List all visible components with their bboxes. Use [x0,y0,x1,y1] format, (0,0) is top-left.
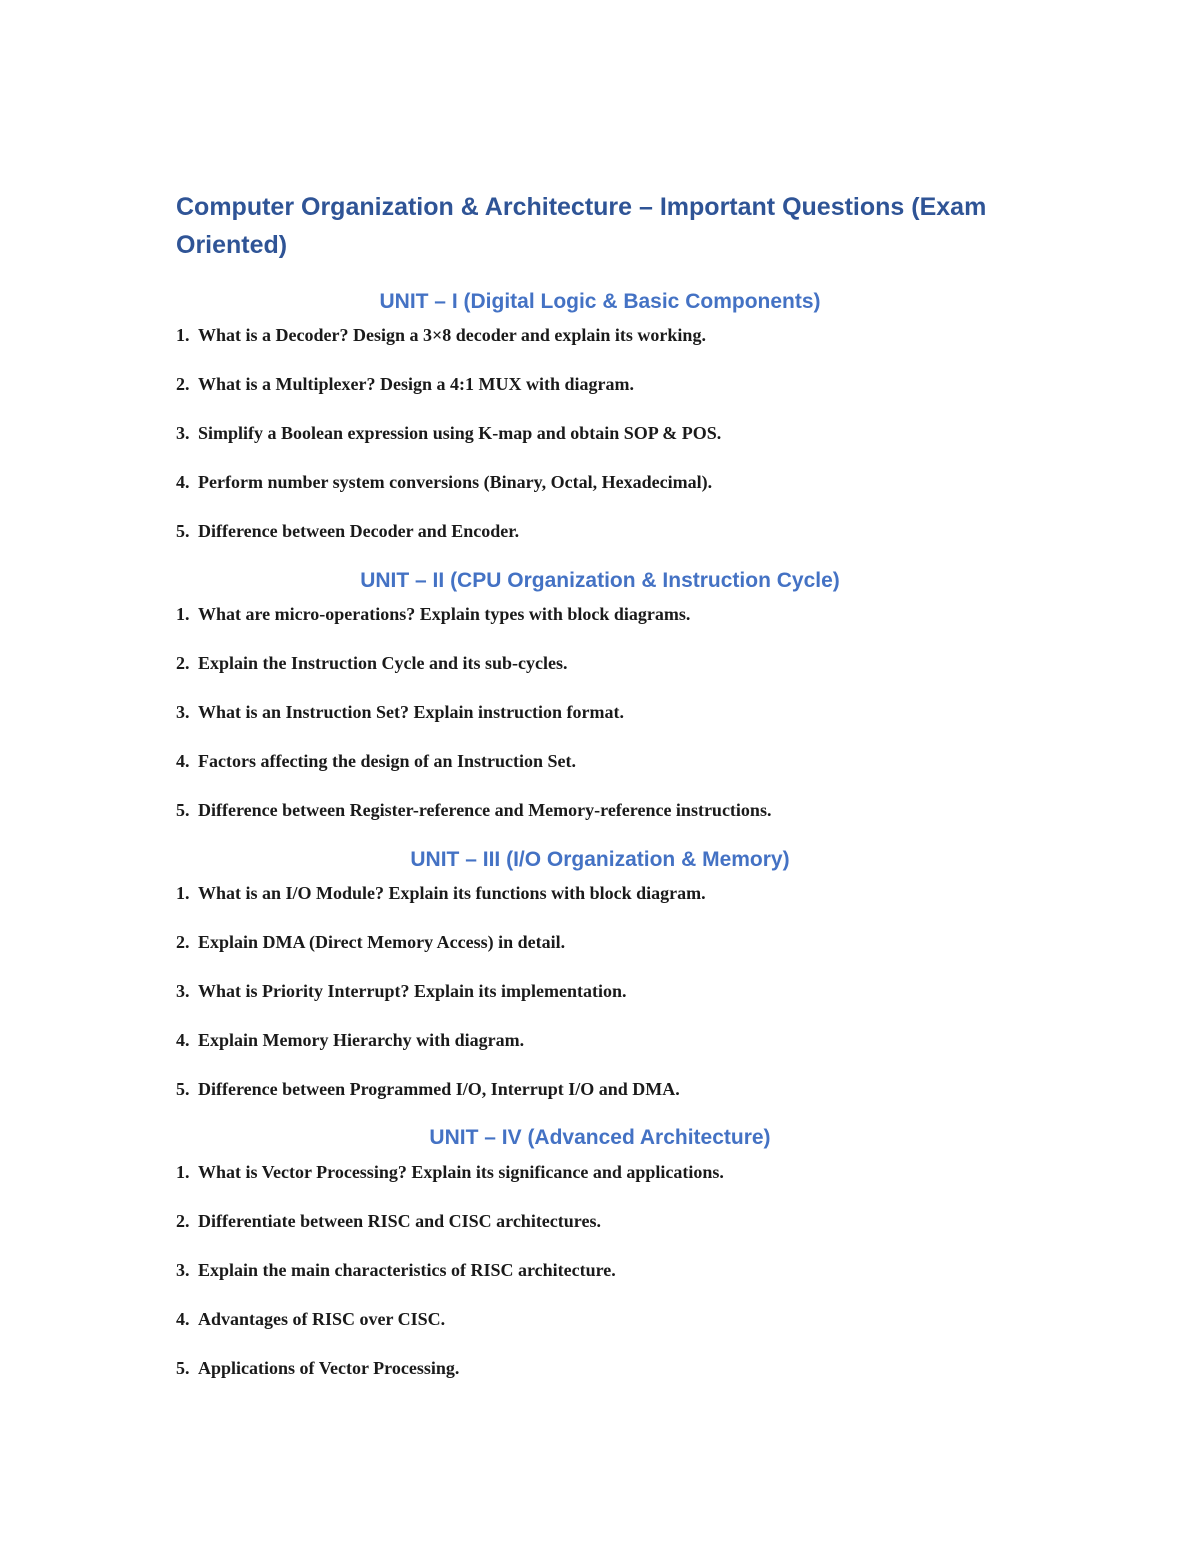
question-item [176,423,721,472]
unit-2-heading: UNIT – II (CPU Organization & Instruction Cycle) [360,569,840,592]
question-item [176,1260,724,1309]
question-item [176,604,771,653]
question-number: 4. [176,1309,190,1329]
question-text: What is an Instruction Set? Explain instruction format. [198,702,625,722]
question-number: 1. [176,325,190,345]
document-title: Computer Organization & Architecture – Important Questions (Exam Oriented) [176,193,987,259]
question-text: Explain DMA (Direct Memory Access) in detail. [198,932,566,952]
question-number: 3. [176,1260,190,1280]
question-text: Explain Memory Hierarchy with diagram. [198,1030,525,1050]
question-number: 5. [176,521,190,541]
question-text: Applications of Vector Processing. [198,1358,460,1378]
question-text: What is an I/O Module? Explain its functions with block diagram. [198,883,706,903]
question-item [176,1162,724,1211]
question-text: What is a Decoder? Design a 3×8 decoder and explain its working. [198,325,706,345]
unit-3-heading: UNIT – III (I/O Organization & Memory) [410,848,790,871]
question-item [176,374,721,423]
question-item [176,981,706,1030]
question-number: 5. [176,1358,190,1378]
question-item [176,932,706,981]
question-number: 4. [176,1030,190,1050]
question-item [176,1079,706,1128]
question-item [176,1358,724,1407]
question-text: Explain the Instruction Cycle and its sub-cycles. [198,653,568,673]
question-number: 2. [176,653,190,673]
unit-3-question-list [176,883,706,1128]
question-item [176,800,771,849]
question-text: What are micro-operations? Explain types with block diagrams. [198,604,691,624]
question-text: What is a Multiplexer? Design a 4:1 MUX with diagram. [198,374,634,394]
unit-1-question-list [176,325,721,570]
question-text: What is Vector Processing? Explain its significance and applications. [198,1162,724,1182]
question-text: Difference between Programmed I/O, Interrupt I/O and DMA. [198,1079,680,1099]
question-text: Explain the main characteristics of RISC architecture. [198,1260,616,1280]
question-number: 4. [176,751,190,771]
question-number: 4. [176,472,190,492]
question-number: 2. [176,374,190,394]
question-number: 3. [176,423,190,443]
question-number: 3. [176,702,190,722]
unit-4-question-list [176,1162,724,1407]
question-text: Differentiate between RISC and CISC architectures. [198,1211,601,1231]
question-number: 5. [176,800,190,820]
question-number: 2. [176,1211,190,1231]
question-number: 5. [176,1079,190,1099]
question-item [176,521,721,570]
question-item [176,702,771,751]
question-text: Difference between Decoder and Encoder. [198,521,520,541]
question-item [176,751,771,800]
question-text: What is Priority Interrupt? Explain its implementation. [198,981,627,1001]
unit-4-heading: UNIT – IV (Advanced Architecture) [429,1126,771,1149]
question-text: Perform number system conversions (Binary, Octal, Hexadecimal). [198,472,713,492]
question-item [176,1211,724,1260]
unit-2-question-list [176,604,771,849]
question-item [176,1030,706,1079]
question-item [176,472,721,521]
question-item [176,653,771,702]
question-text: Difference between Register-reference and Memory-reference instructions. [198,800,772,820]
question-text: Simplify a Boolean expression using K-map and obtain SOP & POS. [198,423,722,443]
question-number: 1. [176,883,190,903]
unit-1-heading: UNIT – I (Digital Logic & Basic Components) [379,290,821,313]
question-number: 1. [176,1162,190,1182]
question-item [176,883,706,932]
question-text: Factors affecting the design of an Instruction Set. [198,751,576,771]
question-item [176,325,721,374]
question-text: Advantages of RISC over CISC. [198,1309,446,1329]
question-number: 2. [176,932,190,952]
question-item [176,1309,724,1358]
question-number: 1. [176,604,190,624]
question-number: 3. [176,981,190,1001]
